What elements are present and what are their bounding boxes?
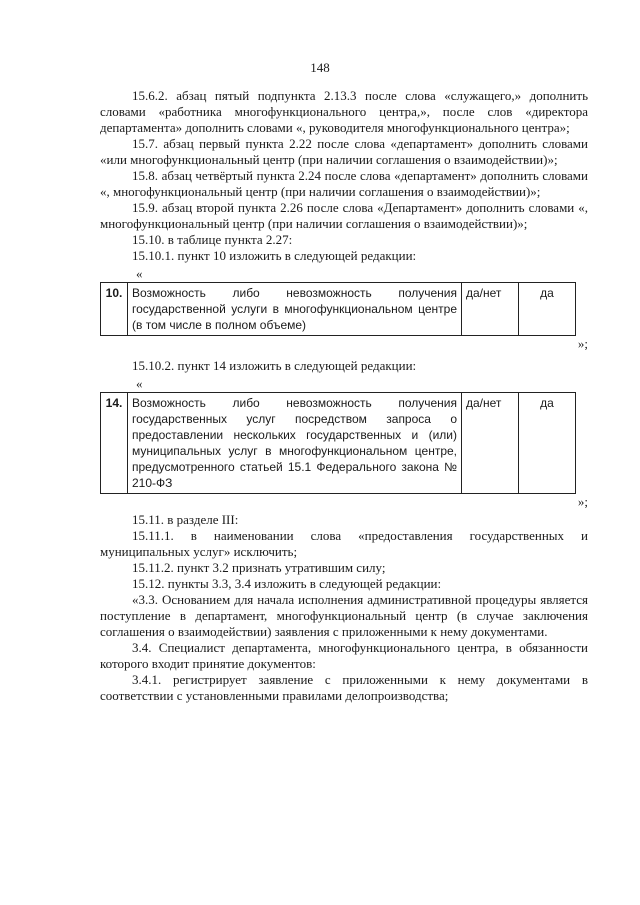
paragraph-15-11: 15.11. в разделе III: [132, 512, 239, 527]
document-body [100, 88, 588, 704]
paragraph-3-4: 3.4. Специалист департамента, многофункционального центра, в обязанности которого входит принятие документов: [100, 640, 588, 671]
table-row [101, 283, 576, 336]
page-number: 148 [310, 60, 330, 75]
quote-close-2: »; [577, 494, 588, 509]
quote-open-1: « [136, 266, 143, 281]
paragraph-15-10-1: 15.10.1. пункт 10 изложить в следующей редакции: [132, 248, 417, 263]
table-row-number: 10. [101, 283, 128, 336]
paragraph-3-3: «3.3. Основанием для начала исполнения административной процедуры является поступление в департамент, многофункциональный центр (в случае заключения соглашения о взаимодействии) заявления с приложенными к нему документами. [100, 592, 588, 639]
paragraph-3-4-1: 3.4.1. регистрирует заявление с приложенными к нему документами в соответствии с установленными правилами делопроизводства; [100, 672, 588, 703]
table-item-14 [100, 392, 576, 494]
table-row-description: Возможность либо невозможность получения государственных услуг посредством запроса о предоставлении нескольких государственных и (или) муниципальных услуг в многофункциональном центре, предусмотренного статьей 15.1 Федерального закона № 210-ФЗ [128, 393, 462, 494]
paragraph-15-6-2: 15.6.2. абзац пятый подпункта 2.13.3 после слова «служащего,» дополнить словами «работника многофункционального центра,», после слов «директора департамента» дополнить словами «, руководителя многофункционального центра»; [100, 88, 588, 135]
paragraph-15-9: 15.9. абзац второй пункта 2.26 после слова «Департамент» дополнить словами «, многофункциональный центр (при наличии соглашения о взаимодействии)»; [100, 200, 588, 231]
paragraph-15-12: 15.12. пункты 3.3, 3.4 изложить в следующей редакции: [132, 576, 442, 591]
table-item-10 [100, 282, 576, 336]
table-row-value: да [519, 393, 576, 494]
paragraph-15-8: 15.8. абзац четвёртый пункта 2.24 после слова «департамент» дополнить словами «, многофункциональный центр (при наличии соглашения о взаимодействии)»; [100, 168, 588, 199]
paragraph-15-10-2: 15.10.2. пункт 14 изложить в следующей редакции: [132, 358, 417, 373]
quote-open-2: « [136, 376, 143, 391]
quote-close-1: »; [577, 336, 588, 351]
table-row-yesno: да/нет [462, 283, 519, 336]
paragraph-15-7: 15.7. абзац первый пункта 2.22 после слова «департамент» дополнить словами «или многофункциональный центр (при наличии соглашения о взаимодействии)»; [100, 136, 588, 167]
table-row-number: 14. [101, 393, 128, 494]
table-row [101, 393, 576, 494]
table-row-yesno: да/нет [462, 393, 519, 494]
paragraph-15-11-2: 15.11.2. пункт 3.2 признать утратившим силу; [132, 560, 386, 575]
table-row-value: да [519, 283, 576, 336]
table-row-description: Возможность либо невозможность получения государственной услуги в многофункциональном центре (в том числе в полном объеме) [128, 283, 462, 336]
paragraph-15-11-1: 15.11.1. в наименовании слова «предоставления государственных и муниципальных услуг» исключить; [100, 528, 588, 559]
paragraph-15-10: 15.10. в таблице пункта 2.27: [132, 232, 293, 247]
